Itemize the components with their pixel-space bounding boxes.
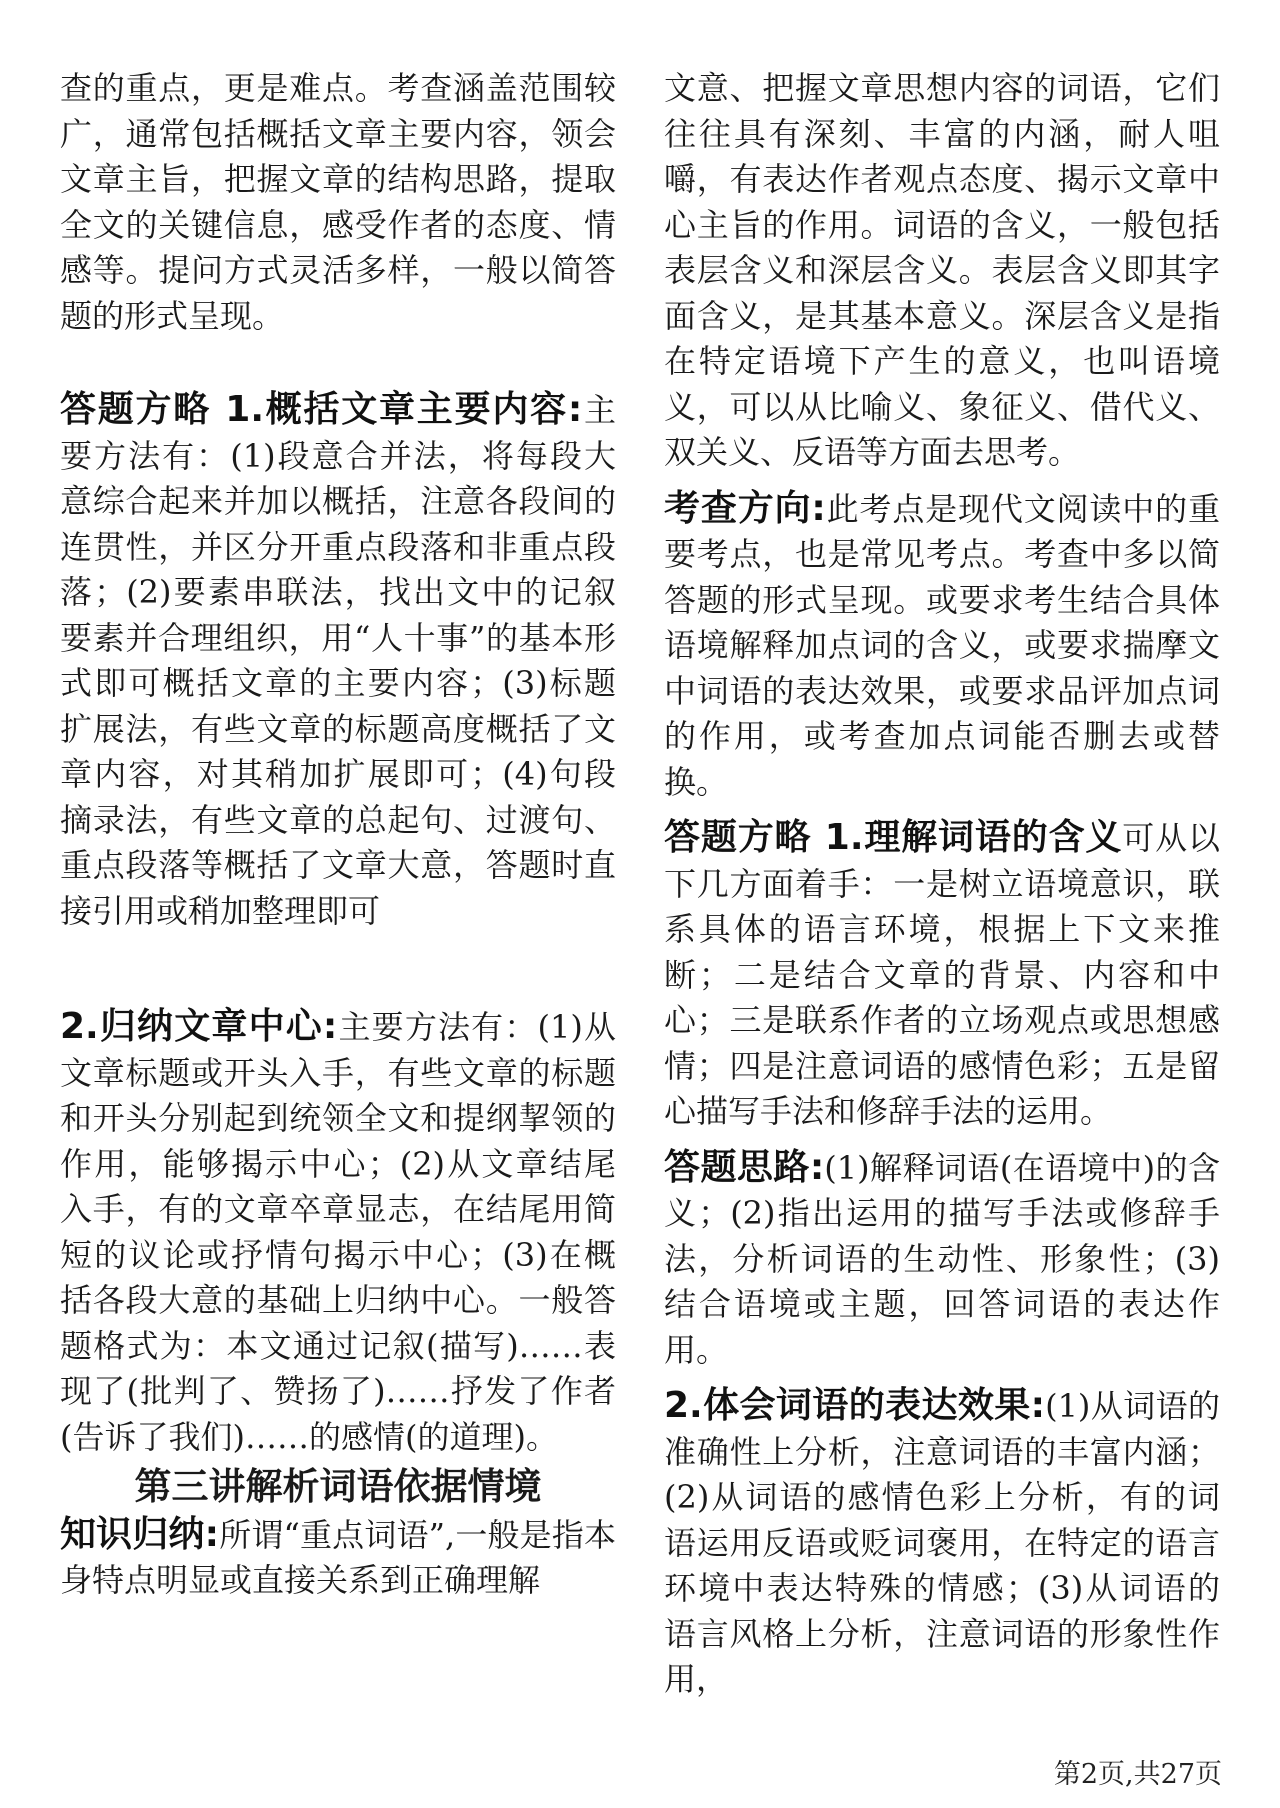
summary-method-body: 主要方法有：(1)段意合并法，将每段大意综合起来并加以概括，注意各段间的连贯性，并区分开重点段落和非重点段落；(2)要素串联法，找出文中的记叙要素并合理组织，用“人十事”的基本形式即可概括文章的主要内容；(3)标题扩展法，有些文章的标题高度概括了文章内容，对其稍加扩展即可；(4)句段摘录法，有些文章的总起句、过渡句、重点段落等概括了文章大意，答题时直接引用或稍加整理即可 — [60, 391, 616, 930]
exam-direction-heading: 考查方向: — [664, 487, 826, 529]
knowledge-paragraph — [60, 1512, 616, 1604]
left-column — [60, 66, 616, 1604]
right-intro-paragraph: 文意、把握文章思想内容的词语，它们往往具有深刻、丰富的内涵，耐人咀嚼，有表达作者观点态度、揭示文章中心主旨的作用。词语的含义，一般包括表层含义和深层含义。表层含义即其字面含义，是其基本意义。深层含义是指在特定语境下产生的意义，也叫语境义，可以从比喻义、象征义、借代义、双关义、反语等方面去思考。 — [664, 69, 1220, 471]
expression-effect-paragraph — [664, 1383, 1220, 1703]
summary-method-heading: 答题方略 1.概括文章主要内容: — [60, 389, 583, 430]
word-meaning-paragraph — [664, 815, 1220, 1135]
word-meaning-heading: 答题方略 1.理解词语的含义 — [664, 817, 1123, 858]
expression-effect-body: (1)从词语的准确性上分析，注意词语的丰富内涵；(2)从词语的感情色彩上分析，有的词语运用反语或贬词褒用，在特定的语言环境中表达特殊的情感；(3)从词语的语言风格上分析，注意词语的形象性作用， — [664, 1387, 1220, 1698]
knowledge-heading: 知识归纳: — [60, 1513, 220, 1555]
answer-approach-paragraph — [664, 1145, 1220, 1374]
exam-direction-body: 此考点是现代文阅读中的重要考点，也是常见考点。考查中多以简答题的形式呈现。或要求考生结合具体语境解释加点词的含义，或要求揣摩文中词语的表达效果，或要求品评加点词的作用，或考查加点词能否删去或替换。 — [664, 489, 1220, 801]
expression-effect-heading: 2.体会词语的表达效果: — [664, 1385, 1046, 1426]
central-idea-body: 主要方法有：(1)从文章标题或开头入手，有些文章的标题和开头分别起到统领全文和提纲挈领的作用，能够揭示中心；(2)从文章结尾入手，有的文章卒章显志，在结尾用简短的议论或抒情句揭示中心；(3)在概括各段大意的基础上归纳中心。一般答题格式为：本文通过记叙(描写)……表现了(批判了、赞扬了)……抒发了作者(告诉了我们)……的感情(的道理)。 — [60, 1008, 616, 1456]
knowledge-body: 所谓“重点词语”,一般是指本身特点明显或直接关系到正确理解 — [60, 1515, 616, 1599]
lecture-title: 第三讲解析词语依据情境 — [134, 1465, 542, 1508]
left-intro-paragraph: 查的重点，更是难点。考查涵盖范围较广，通常包括概括文章主要内容，领会文章主旨，把握文章的结构思路，提取全文的关键信息，感受作者的态度、情感等。提问方式灵活多样，一般以简答题的形式呈现。 — [60, 69, 616, 335]
word-meaning-body: 可从以下几方面着手：一是树立语境意识，联系具体的语言环境，根据上下文来推断；二是结合文章的背景、内容和中心；三是联系作者的立场观点或思想感情；四是注意词语的感情色彩；五是留心描写手法和修辞手法的运用。 — [664, 819, 1220, 1130]
central-idea-paragraph — [60, 1004, 616, 1460]
answer-approach-heading: 答题思路: — [664, 1146, 825, 1188]
exam-direction-paragraph — [664, 486, 1220, 806]
page-number: 第2页,共27页 — [1053, 1759, 1222, 1790]
summary-method-paragraph — [60, 387, 616, 934]
answer-approach-body: (1)解释词语(在语境中)的含义；(2)指出运用的描写手法或修辞手法，分析词语的生动性、形象性；(3)结合语境或主题，回答词语的表达作用。 — [664, 1148, 1220, 1369]
right-column — [664, 66, 1220, 1703]
central-idea-heading: 2.归纳文章中心: — [60, 1006, 338, 1047]
